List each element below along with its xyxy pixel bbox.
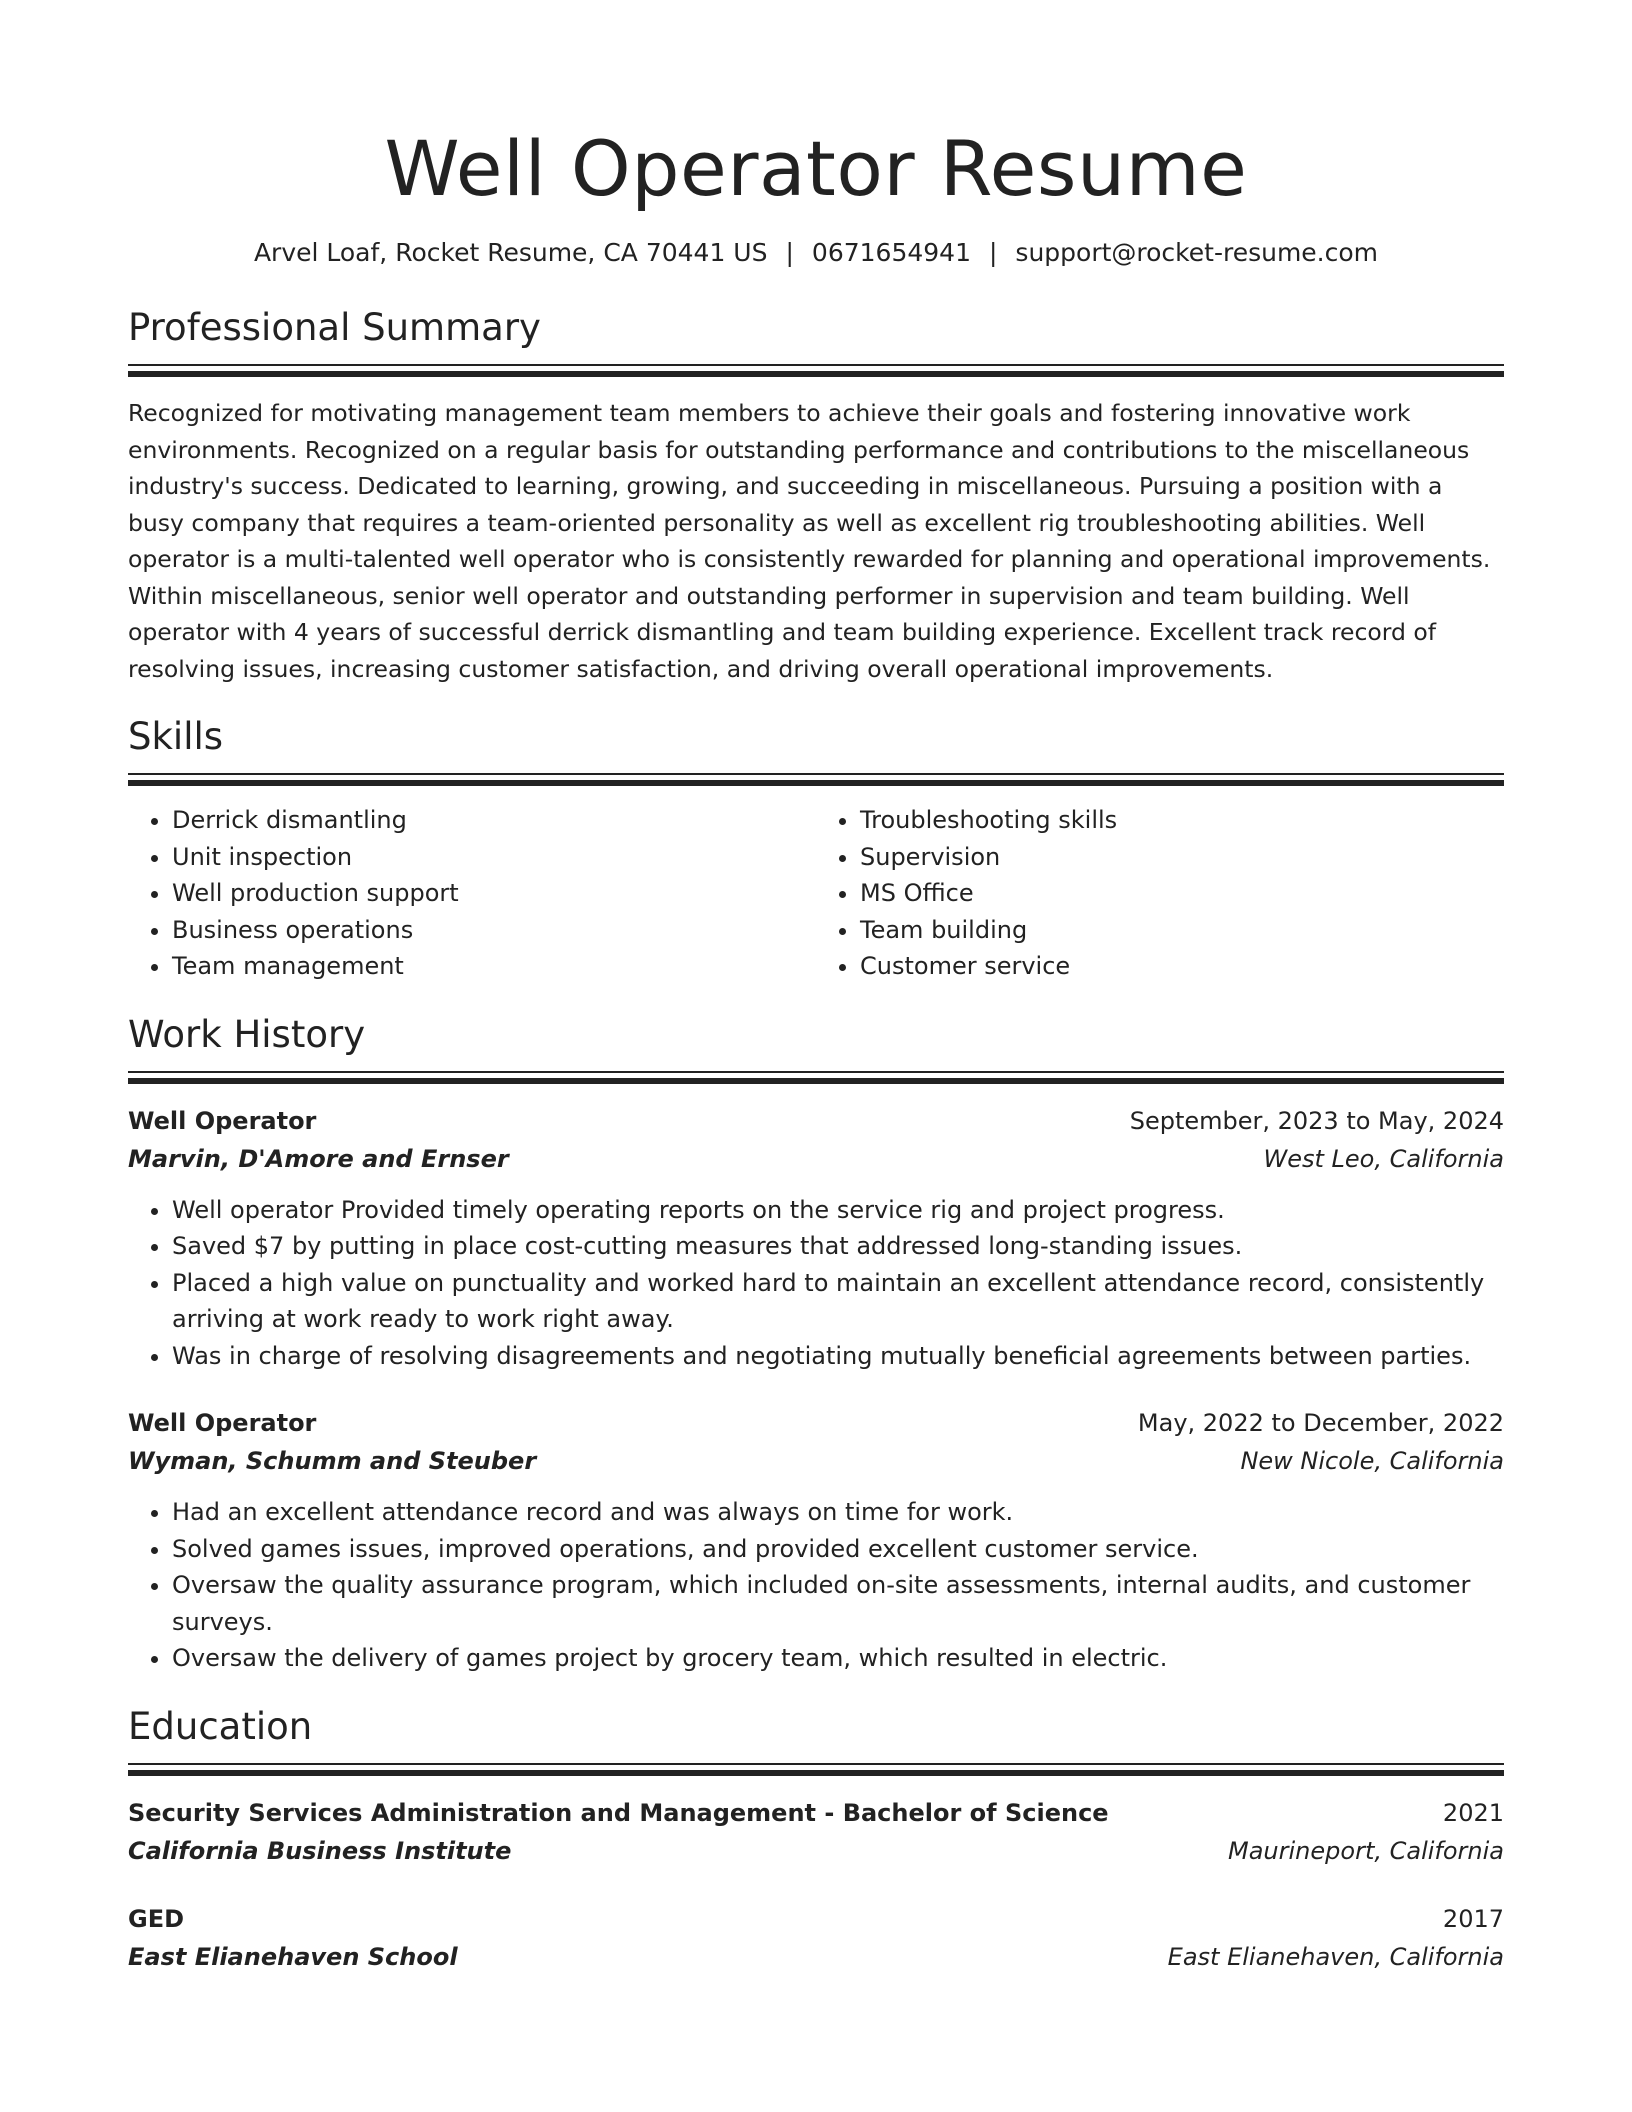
job-dates: September, 2023 to May, 2024 (1129, 1106, 1504, 1135)
education-entry (128, 1900, 1504, 1976)
skills-list-right (816, 802, 1504, 985)
job-bullet: • Placed a high value on punctuality and worked hard to maintain an excellent attendance record, consistently arriving at work ready to work right away. (172, 1265, 1504, 1338)
education-heading: Education (128, 1704, 313, 1748)
education-school-row (128, 1938, 1504, 1976)
summary-text: Recognized for motivating management team members to achieve their goals and fostering innovative work environments. Recognized on a regular basis for outstanding performance and contributions to the miscellaneous industry's success. Dedicated to learning, growing, and succeeding in miscellaneous. Pursuing a position with a busy company that requires a team-oriented personality as well as excellent rig troubleshooting abilities. Well operator is a multi-talented well operator who is consistently rewarded for planning and operational improvements. Within miscellaneous, senior well operator and outstanding performer in supervision and team building. Well operator with 4 years of successful derrick dismantling and team building experience. Excellent track record of resolving issues, increasing customer satisfaction, and driving overall operational improvements. (128, 399, 1491, 683)
education-year: 2017 (1442, 1904, 1504, 1933)
skill-item: • Supervision (860, 839, 1504, 876)
job-bullet: • Oversaw the delivery of games project by grocery team, which resulted in electric. (172, 1640, 1504, 1677)
education-header-row (128, 1900, 1504, 1938)
skill-item: • MS Office (860, 875, 1504, 912)
job-company-row (128, 1140, 1504, 1178)
skill-item: • Business operations (172, 912, 816, 949)
job-location: New Nicole, California (1240, 1447, 1504, 1475)
job-header-row (128, 1102, 1504, 1140)
skill-item: • Customer service (860, 948, 1504, 985)
job-bullet: • Solved games issues, improved operations, and provided excellent customer service. (172, 1531, 1504, 1568)
education-school: California Business Institute (128, 1836, 512, 1865)
job-bullet: • Oversaw the quality assurance program, which included on-site assessments, internal audits, and customer surveys. (172, 1567, 1504, 1640)
job-entry (128, 1404, 1504, 1677)
education-location: Maurineport, California (1228, 1836, 1504, 1865)
section-divider (128, 773, 1504, 786)
education-degree: Security Services Administration and Management - Bachelor of Science (128, 1798, 1109, 1827)
skill-item: • Troubleshooting skills (860, 802, 1504, 839)
job-title: Well Operator (128, 1409, 317, 1437)
education-section (128, 1703, 1504, 1976)
summary-section (128, 304, 1504, 687)
education-year: 2021 (1442, 1798, 1504, 1827)
contact-email[interactable]: support@rocket-resume.com (1015, 238, 1379, 267)
skill-item: • Derrick dismantling (172, 802, 816, 839)
job-header-row (128, 1404, 1504, 1442)
education-school-row (128, 1832, 1504, 1870)
skills-columns (128, 802, 1504, 985)
skills-heading: Skills (128, 715, 224, 758)
job-company: Wyman, Schumm and Steuber (128, 1447, 537, 1475)
job-title: Well Operator (128, 1106, 317, 1135)
summary-heading: Professional Summary (128, 306, 541, 349)
resume-title: Well Operator Resume (384, 124, 1248, 213)
skill-item: • Unit inspection (172, 839, 816, 876)
work-history-section (128, 1011, 1504, 1677)
skills-section (128, 713, 1504, 985)
skill-item: • Well production support (172, 875, 816, 912)
section-divider (128, 364, 1504, 377)
contact-phone: 0671654941 (811, 238, 971, 267)
job-entry (128, 1102, 1504, 1375)
job-dates: May, 2022 to December, 2022 (1137, 1409, 1504, 1437)
education-school: East Elianehaven School (128, 1942, 458, 1971)
job-location: West Leo, California (1263, 1144, 1504, 1173)
job-bullet: • Was in charge of resolving disagreements and negotiating mutually beneficial agreements between parties. (172, 1338, 1504, 1375)
job-bullet: • Well operator Provided timely operating reports on the service rig and project progress. (172, 1192, 1504, 1229)
education-entry (128, 1794, 1504, 1870)
contact-separator: | (988, 238, 998, 267)
education-header-row (128, 1794, 1504, 1832)
section-divider (128, 1763, 1504, 1776)
job-bullets (128, 1192, 1504, 1375)
section-divider (128, 1071, 1504, 1084)
skills-list-left (128, 802, 816, 985)
job-bullet: • Saved $7 by putting in place cost-cutting measures that addressed long-standing issues. (172, 1228, 1504, 1265)
contact-line (128, 236, 1504, 270)
skill-item: • Team building (860, 912, 1504, 949)
contact-address: Arvel Loaf, Rocket Resume, CA 70441 US (253, 238, 768, 267)
job-company: Marvin, D'Amore and Ernser (128, 1144, 509, 1173)
job-company-row (128, 1442, 1504, 1480)
education-location: East Elianehaven, California (1167, 1942, 1504, 1971)
job-bullet: • Had an excellent attendance record and was always on time for work. (172, 1494, 1504, 1531)
skill-item: • Team management (172, 948, 816, 985)
contact-separator: | (785, 238, 794, 267)
work-history-heading: Work History (128, 1012, 366, 1056)
education-degree: GED (128, 1904, 185, 1933)
job-bullets (128, 1494, 1504, 1677)
